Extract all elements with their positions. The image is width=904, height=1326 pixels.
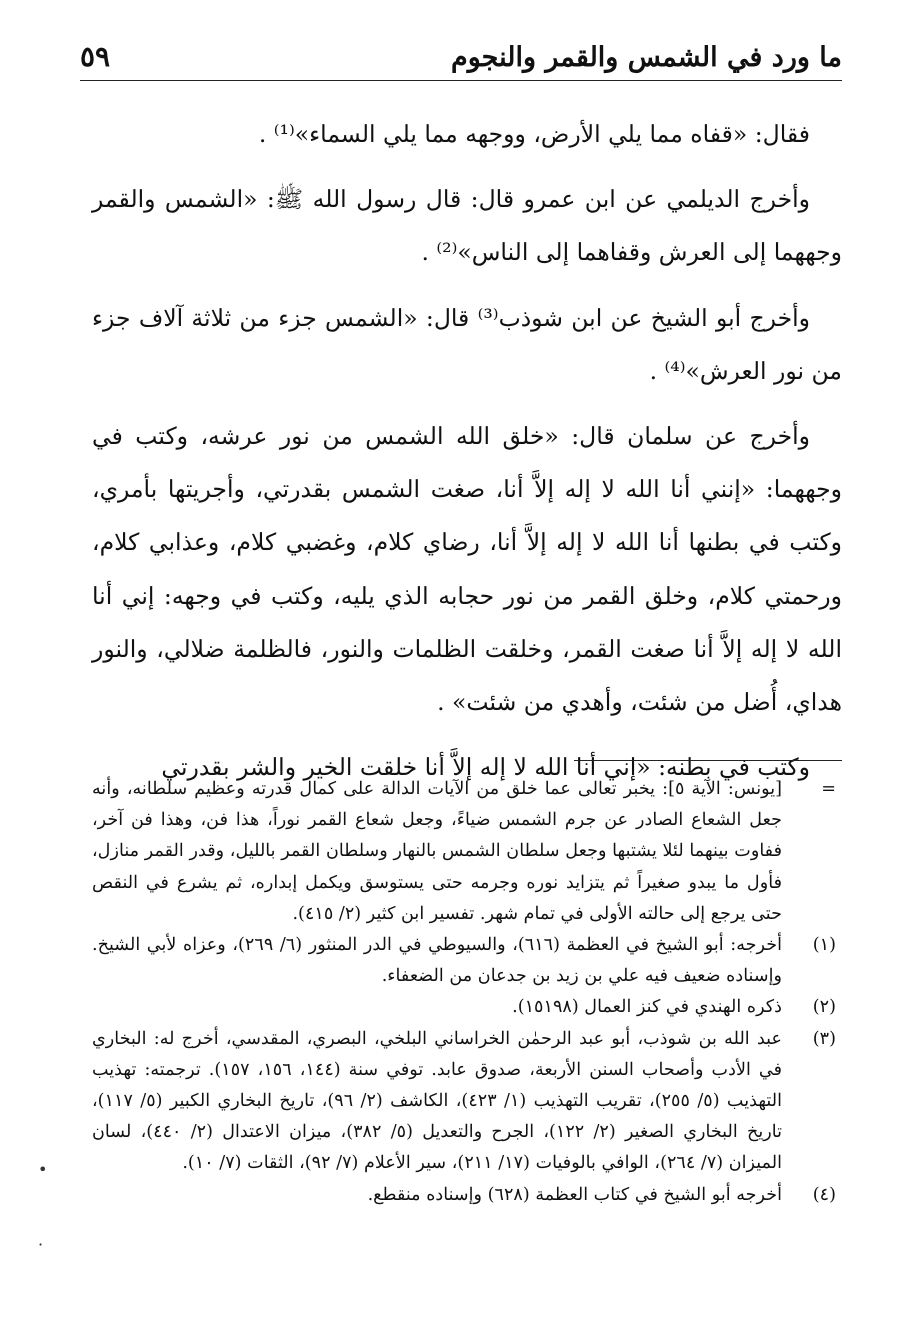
footnote-divider <box>574 760 842 761</box>
footnote-text: أخرجه: أبو الشيخ في العظمة (٦١٦)، والسيوطي في الدر المنثور (٦/ ٢٦٩)، وعزاه لأبي الشيخ. وإسناده ضعيف فيه علي بن زيد بن جدعان من الضعفاء. <box>92 935 782 987</box>
page-number: ٥٩ <box>80 40 111 73</box>
footnote-mark: = <box>821 779 836 799</box>
footnote-continuation <box>92 774 842 930</box>
footnote-mark: (٤) <box>812 1184 836 1205</box>
footnote-mark: (٣) <box>812 1028 836 1049</box>
footnote-text: ذكره الهندي في كنز العمال (١٥١٩٨). <box>512 997 782 1018</box>
footnote-4 <box>92 1180 842 1211</box>
footnote-3 <box>92 1024 842 1180</box>
footnotes <box>92 774 842 1211</box>
paragraph: وأخرج أبو الشيخ عن ابن شوذب⁽³⁾ قال: «الشمس جزء من ثلاثة آلاف جزء من نور العرش»⁽⁴⁾ . <box>92 303 842 385</box>
main-text <box>92 108 842 806</box>
footnote-text: أخرجه أبو الشيخ في كتاب العظمة (٦٢٨) وإسناده منقطع. <box>367 1184 782 1205</box>
running-title: ما ورد في الشمس والقمر والنجوم <box>451 42 842 73</box>
page-header <box>80 30 842 81</box>
footnote-mark: (١) <box>812 935 836 956</box>
paragraph: فقال: «قفاه مما يلي الأرض، ووجهه مما يلي السماء»⁽¹⁾ . <box>258 120 810 148</box>
footnote-text: عبد الله بن شوذب، أبو عبد الرحمٰن الخراساني البلخي، البصري، المقدسي، أخرج له: البخاري في الأدب وأصحاب السنن الأربعة، صدوق عابد. توفي سنة (١٤٤، ١٥٦، ١٥٧). ترجمته: تهذيب التهذيب (٥/ ٢٥٥)، تقريب التهذيب (١/ ٤٢٣)، الكاشف (٢/ ٩٦)، تاريخ البخاري الكبير (٥/ ١١٧)، تاريخ البخاري الصغير (٢/ ١٢٢)، الجرح والتعديل (٥/ ٣٨٢)، ميزان الاعتدال (٢/ ٤٤٠)، لسان الميزان (٧/ ٢٦٤)، الوافي بالوفيات (١٧/ ٢١١)، سير الأعلام (٧/ ٩٢)، الثقات (٧/ ١٠). <box>92 1028 782 1174</box>
scan-speck: · <box>38 1235 44 1254</box>
paragraph: وكتب في بطنه: «إني أنا الله لا إله إلاَّ أنا خلقت الخير والشر بقدرتي <box>161 753 810 782</box>
footnote-1 <box>92 930 842 992</box>
scan-speck: • <box>38 1160 48 1179</box>
paragraph: وأخرج عن سلمان قال: «خلق الله الشمس من نور عرشه، وكتب في وجههما: «إنني أنا الله لا إله إلاَّ أنا، صغت الشمس بقدرتي، وأجريتها بأمري، وكتب في بطنها أنا الله لا إله إلاَّ أنا، رضاي كلام، وغضبي كلام، وعذابي كلام، ورحمتي كلام، وخلق القمر من نور حجابه الذي يليه، وكتب في وجهه: إني أنا الله لا إله إلاَّ أنا صغت القمر، وخلقت الظلمات والنور، فالظلمة ضلالي، والنور هداي، أُضل من شئت، وأهدي من شئت» . <box>92 422 842 717</box>
footnote-text: [يونس: الآية ٥]: يخبر تعالى عما خلق من الآيات الدالة على كمال قدرته وعظيم سلطانه، وأنه جعل الشعاع الصادر عن جرم الشمس ضياءً، وجعل شعاع القمر نوراً، هذا فن، وهذا فن آخر، ففاوت بينهما لئلا يشتبها وجعل سلطان الشمس بالنهار وسلطان القمر بالليل، وقدر القمر منازل، فأول ما يبدو صغيراً ثم يتزايد نوره وجرمه حتى يستوسق ويكمل إبداره، ثم يشرع في النقص حتى يرجع إلى حالته الأولى في تمام شهر. تفسير ابن كثير (٢/ ٤١٥). <box>92 779 782 924</box>
paragraph: وأخرج الديلمي عن ابن عمرو قال: قال رسول الله ﷺ: «الشمس والقمر وجههما إلى العرش وقفاهما إلى الناس»⁽²⁾ . <box>92 185 842 267</box>
footnote-mark: (٢) <box>812 997 836 1018</box>
footnote-2 <box>92 992 842 1023</box>
